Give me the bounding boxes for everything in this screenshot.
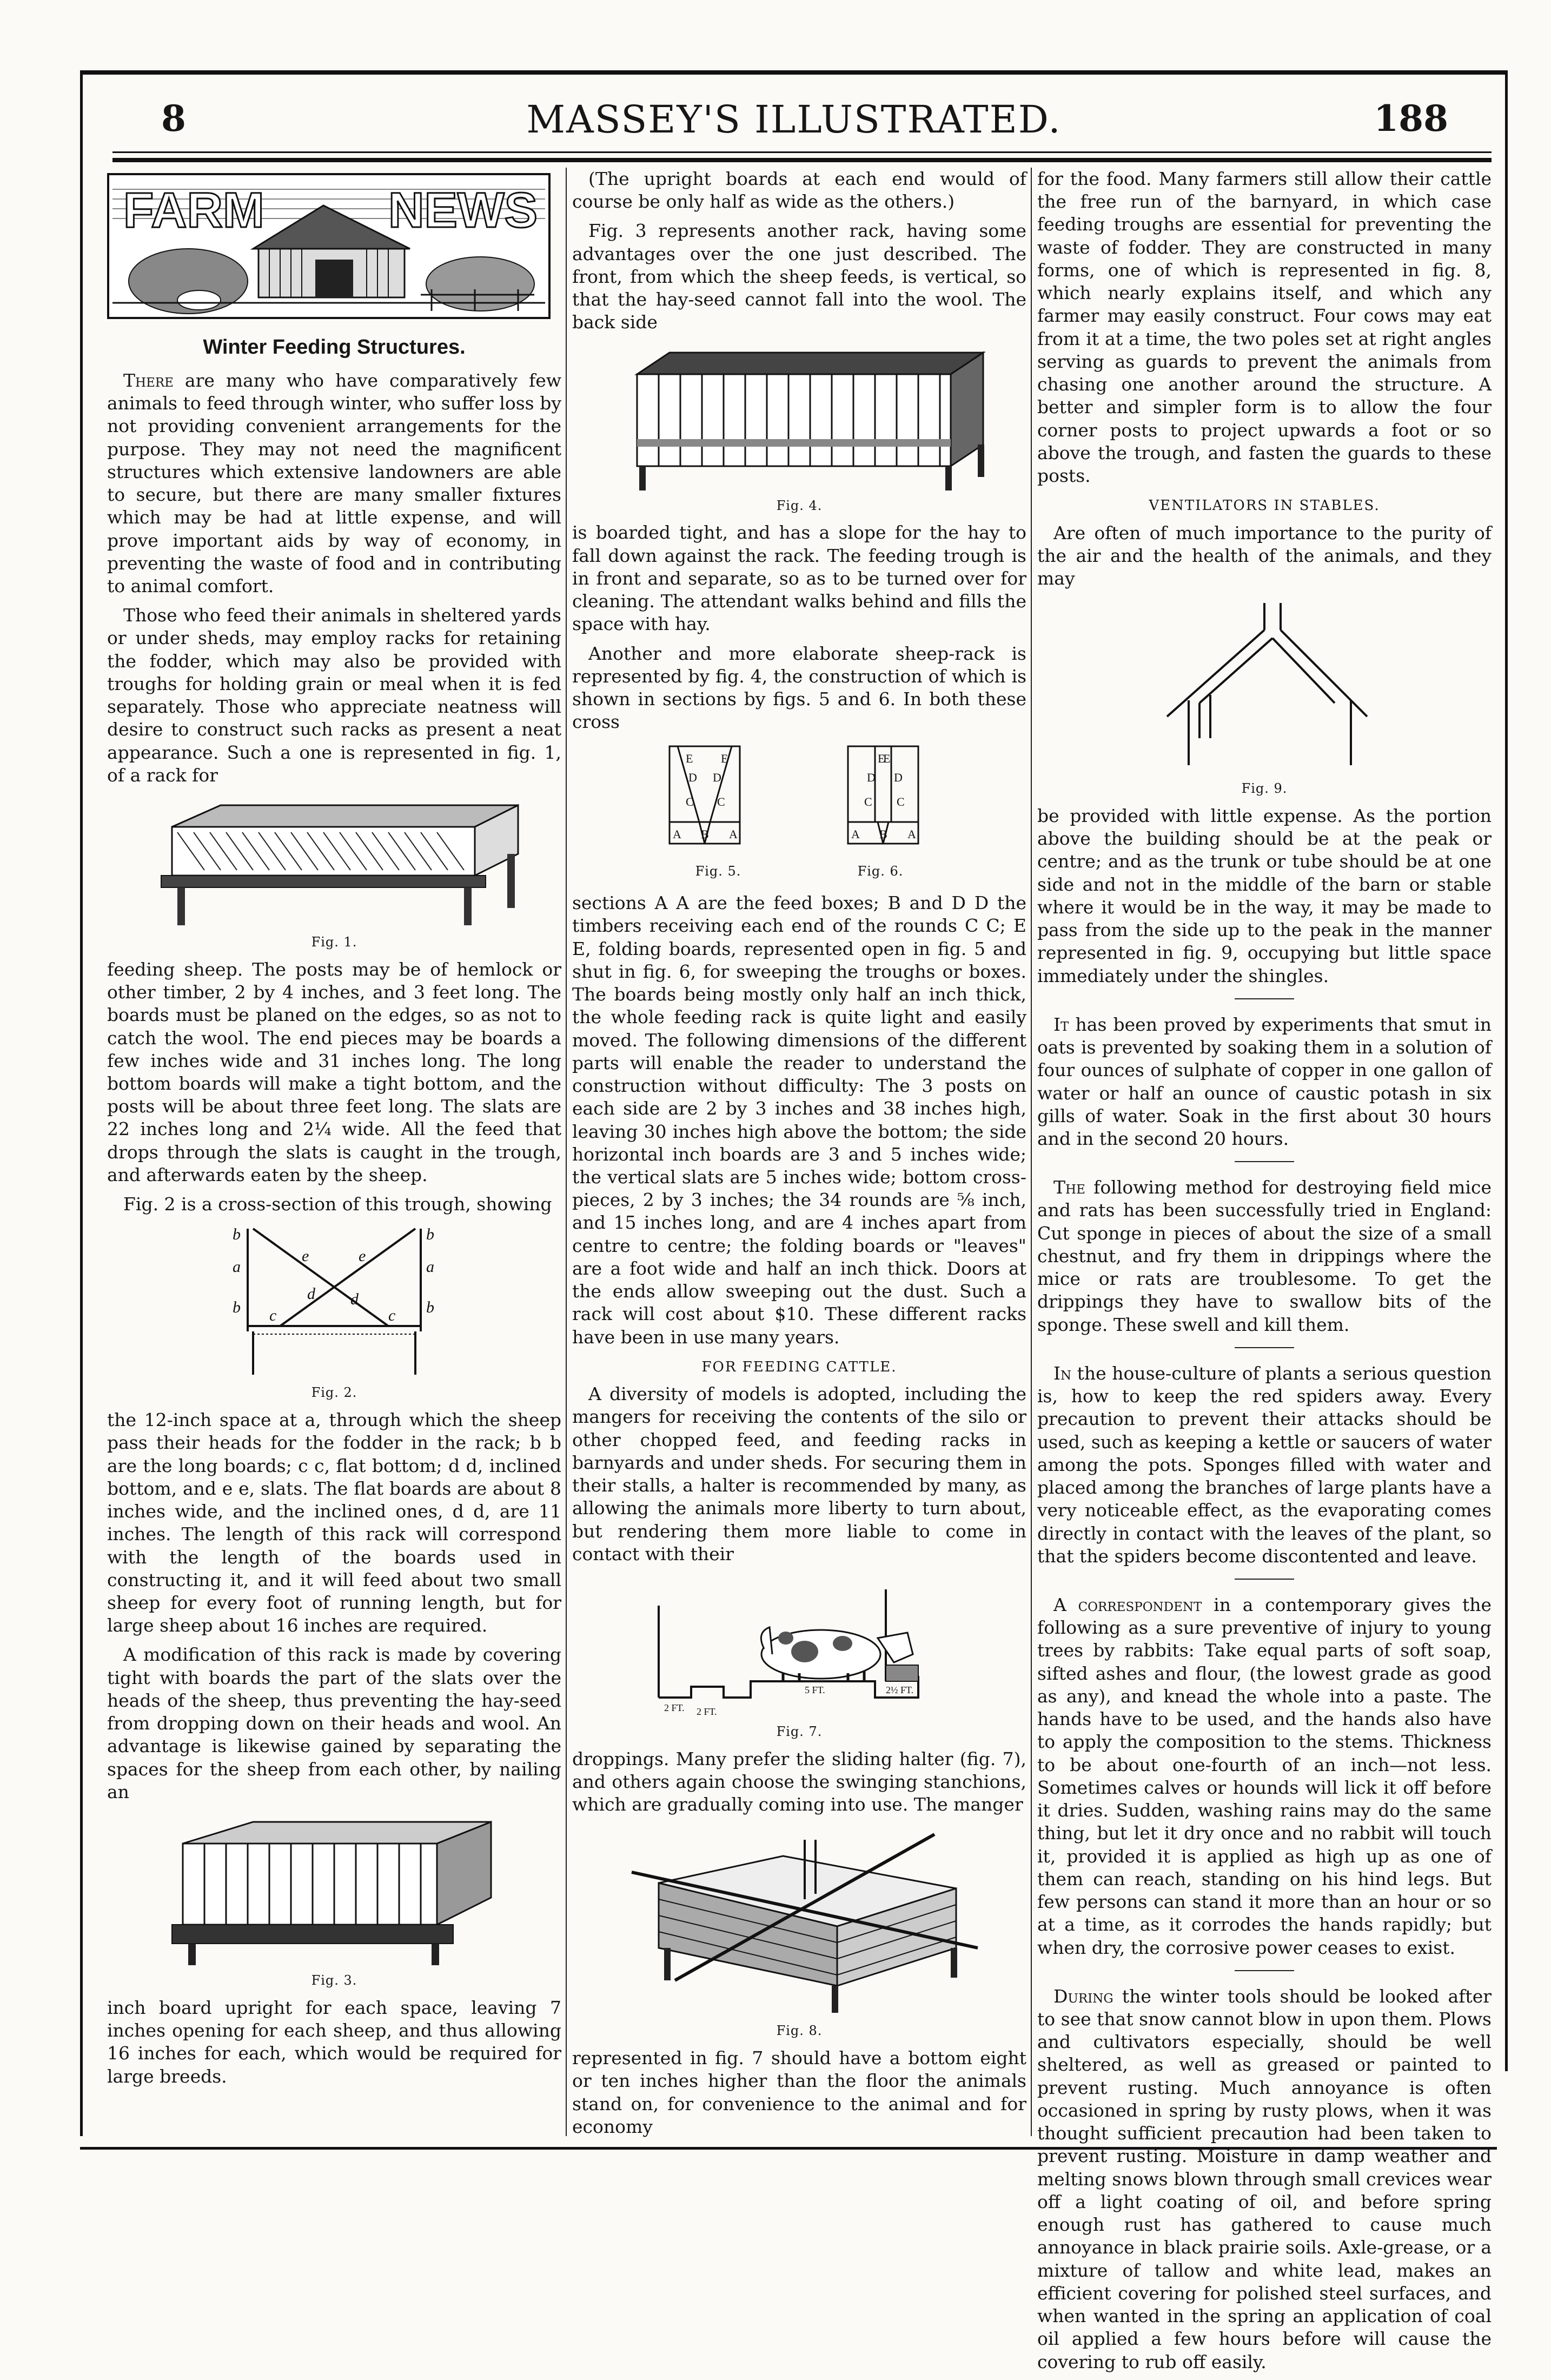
paragraph: is boarded tight, and has a slope for the hay to fall down against the rack. The feeding trough is in front and separate, so as to be turned over for cleaning. The attendant walks behind and fills the space with hay. (572, 522, 1026, 635)
column-divider-1 (566, 168, 567, 2136)
column-2 (572, 168, 1026, 2145)
paragraph: The following method for destroying field mice and rats has been successfully tried in England: Cut sponge in pieces of about the size of a small chestnut, and fry them in drippings where the mice or rats are troublesome. To get the drippings they have to swallow bits of the sponge. These swell and kill them. (1037, 1177, 1492, 1335)
article-heading-winter-feeding: Winter Feeding Structures. (203, 336, 466, 359)
figure-1-caption: Fig. 1. (311, 934, 357, 950)
figure-8-caption: Fig. 8. (776, 2023, 823, 2039)
paragraph: Those who feed their animals in sheltered yards or under sheds, may employ racks for retaining the fodder, which may also be provided with troughs for holding grain or meal when it is fed separately. Those who appreciate neatness will desire to construct such racks as present a neat appearance. Such a one is represented in fig. 1, of a rack for (107, 605, 561, 786)
paragraph: There are many who have comparatively few animals to feed through winter, who suffer loss by not providing convenient arrangements for the purpose. They may not need the magnificent structures which extensive landowners are able to secure, but there are many smaller fixtures which may be had at little expense, and will prove important aids by way of economy, in preventing the waste of food and in contributing to animal comfort. (107, 369, 561, 596)
paragraph: sections A A are the feed boxes; B and D D the timbers receiving each end of the rounds C C; E E, folding boards, represented open in fig. 5 and shut in fig. 6, for sweeping the troughs or boxes. The boards being mostly only half an inch thick, the whole feeding rack is quite light and easily moved. The following dimensions of the different parts will enable the reader to understand the construction without difficulty: The 3 posts on each side are 2 by 3 inches and 38 inches high, leaving 30 inches high above the bottom; the side horizontal inch boards are 3 and 5 inches wide; the vertical slats are 5 inches wide; bottom cross-pieces, 2 by 3 inches; the 34 rounds are ⅝ inch, and 15 inches long, and are 4 inches apart from centre to centre; the folding boards or "leaves" are a foot wide and half an inch thick. Doors at the ends allow sweeping out the dust. Such a rack will cost about $10. These different racks have been in use many years. (572, 892, 1026, 1348)
masthead-title: MASSEY'S ILLUSTRATED. (526, 97, 1062, 142)
paragraph: A modification of this rack is made by covering tight with boards the part of the slats over the heads of the sheep, thus preventing the hay-seed from dropping down on their heads and wool. An advantage is likewise gained by separating the spaces for the sheep from each other, by nailing an (107, 1644, 561, 1802)
svg-text:A: A (729, 827, 738, 841)
svg-text:A: A (907, 827, 916, 841)
paragraph: be provided with little expense. As the portion above the building should be at the peak or centre; and as the trunk or tube should be at one side and not in the middle of the barn or stable where it would be in the way, it may be made to pass from the side up to the peak in the manner represented in fig. 9, occupying but little space immediately under the shingles. (1037, 805, 1492, 986)
section-heading-ventilators: VENTILATORS IN STABLES. (1149, 498, 1380, 514)
banner-word-farm: FARM (123, 183, 264, 238)
svg-text:a: a (426, 1258, 434, 1276)
paragraph: Fig. 2 is a cross-section of this trough, showing (123, 1194, 552, 1215)
figure-6-caption: Fig. 6. (857, 864, 904, 879)
svg-text:b: b (426, 1298, 434, 1317)
svg-text:d: d (307, 1285, 315, 1303)
svg-text:C: C (717, 795, 725, 809)
paragraph: A correspondent in a contemporary gives the following as a sure preventive of injury to young trees by rabbits: Take equal parts of soft soap, sifted ashes and flour, (the lowest grade as good as any), and knead the whole into a paste. The hands have to be used, and the hands also have to apply the composition to the stems. Thickness to be about one-fourth of an inch—not less. Sometimes calves or hounds will lick it off before it dries. Sudden, washing rains may do the same thing, but let it dry once and no rabbit will touch it, provided it is applied as high up as one of them can reach, standing on his hind legs. But few persons can stand it more than an hour or so at a time, as it corrodes the hands rapidly; but when dry, the corrosive power ceases to exist. (1037, 1594, 1492, 1958)
column-3 (1037, 168, 1492, 2380)
fig7-label-1: 2 FT. (664, 1702, 685, 1714)
header-rule (112, 151, 1492, 153)
svg-text:b: b (233, 1298, 241, 1317)
figure-8-feeding-trough (572, 1824, 1026, 2018)
paragraph: Fig. 3 represents another rack, having some advantages over the one just described. The front, from which the sheep feeds, is vertical, so that the hay-seed cannot fall into the wool. The back side (572, 220, 1026, 333)
figure-7-caption: Fig. 7. (776, 1724, 823, 1740)
svg-text:D: D (894, 771, 903, 785)
svg-text:b: b (233, 1225, 241, 1244)
newspaper-page (80, 70, 1508, 2372)
page-number-left: 8 (161, 97, 186, 140)
fig7-label-3: 5 FT. (805, 1685, 825, 1696)
svg-text:D: D (713, 771, 721, 785)
svg-text:e: e (359, 1247, 366, 1265)
svg-text:E: E (883, 752, 891, 766)
column-divider-2 (1031, 168, 1032, 2136)
svg-text:E: E (878, 752, 885, 766)
svg-text:A: A (673, 827, 681, 841)
figures-5-6-sections (572, 741, 1026, 887)
fig7-label-2: 2 FT. (697, 1706, 717, 1718)
svg-text:E: E (721, 752, 728, 766)
figure-3-sheep-rack (107, 1811, 561, 1968)
paragraph: droppings. Many prefer the sliding halter (fig. 7), and others again choose the swinging stanchions, which are gradually coming into use. The manger (572, 1748, 1026, 1815)
paragraph: It has been proved by experiments that smut in oats is prevented by soaking them in a solution of four ounces of sulphate of copper in one gallon of water or half an ounce of caustic potash in six gills of water. Soak in the first about 30 hours and in the second 20 hours. (1037, 1013, 1492, 1150)
svg-text:A: A (851, 827, 860, 841)
figure-4-sheep-rack (572, 342, 1026, 493)
frame-left-border (80, 70, 83, 2136)
frame-right-border (1505, 70, 1508, 2071)
figure-2-caption: Fig. 2. (311, 1385, 357, 1401)
svg-text:B: B (879, 827, 887, 841)
svg-text:C: C (864, 795, 872, 809)
paragraph: A diversity of models is adopted, including the mangers for receiving the contents of the silo or other chopped feed, and feeding racks in barnyards and under sheds. For securing them in their stalls, a halter is recommended by many, as allowing the animals more liberty to turn about, but rendering them more liable to come in contact with their (572, 1383, 1026, 1564)
page-number-right: 188 (1374, 97, 1448, 140)
paragraph: In the house-culture of plants a serious question is, how to keep the red spiders away. Every precaution to prevent their attacks should be used, such as keeping a kettle or saucers of water among the pots. Sponges filled with water and placed among the branches of large plants have a very noticeable effect, as the evaporating comes directly in contact with the leaves of the plant, so that the spiders become discontented and leave. (1037, 1362, 1492, 1567)
section-heading-feeding-cattle: FOR FEEDING CATTLE. (701, 1358, 897, 1375)
svg-text:C: C (686, 795, 694, 809)
header-rule-thick (112, 158, 1492, 162)
paragraph: inch board upright for each space, leaving 7 inches opening for each sheep, and thus allowing 16 inches for each, which would be required for large breeds. (107, 1997, 561, 2087)
frame-top-border (80, 70, 1508, 75)
paragraph: Are often of much importance to the purity of the air and the health of the animals, and they may (1037, 522, 1492, 589)
section-separator (1235, 1579, 1294, 1580)
figure-9-ventilator (1037, 598, 1492, 776)
figure-4-caption: Fig. 4. (776, 498, 823, 513)
fig7-label-4: 2½ FT. (886, 1685, 914, 1696)
figure-3-caption: Fig. 3. (311, 1973, 357, 1988)
svg-text:E: E (686, 752, 693, 766)
paragraph: for the food. Many farmers still allow their cattle the free run of the barnyard, in which case feeding troughs are essential for preventing the waste of fodder. They are constructed in many forms, one of which is represented in fig. 8, which nearly explains itself, and which any farmer may easily construct. Four cows may eat from it at a time, the two poles set at right angles serving as guards to prevent the animals from chasing one another around the structure. A better and simpler form is to allow the four corner posts to project upwards a foot or so above the trough, and fasten the guards to these posts. (1037, 168, 1492, 487)
svg-text:e: e (302, 1247, 309, 1265)
section-separator (1235, 1161, 1294, 1162)
svg-text:C: C (897, 795, 905, 809)
paragraph: represented in fig. 7 should have a bottom eight or ten inches higher than the floor the animals stand on, for convenience to the animal and for economy (572, 2047, 1026, 2137)
svg-text:d: d (350, 1290, 359, 1309)
svg-text:D: D (867, 771, 876, 785)
column-1 (107, 168, 561, 2094)
figure-7-cattle-stall (572, 1573, 1026, 1719)
figure-9-caption: Fig. 9. (1241, 781, 1288, 797)
svg-text:c: c (269, 1307, 277, 1325)
section-separator (1235, 1970, 1294, 1971)
section-separator (1235, 998, 1294, 999)
svg-text:a: a (233, 1258, 241, 1276)
figure-1-sheep-rack (107, 794, 561, 930)
page-header (80, 87, 1508, 151)
figure-2-cross-section (107, 1223, 561, 1380)
paragraph: feeding sheep. The posts may be of hemlock or other timber, 2 by 4 inches, and 3 feet long. The boards must be planed on the edges, so as not to catch the wool. The end pieces may be boards a few inches wide and 31 inches long. The long bottom boards will make a tight bottom, and the posts will be about three feet long. The slats are 22 inches long and 2¼ wide. All the feed that drops through the slats is caught in the trough, and afterwards eaten by the sheep. (107, 958, 561, 1185)
section-separator (1235, 1347, 1294, 1348)
svg-text:b: b (426, 1225, 434, 1244)
paragraph: the 12-inch space at a, through which the sheep pass their heads for the fodder in the rack; b b are the long boards; c c, flat bottom; d d, inclined bottom, and e e, slats. The flat boards are about 8 inches wide, and the inclined ones, d d, are 11 inches. The length of this rack will correspond with the length of the boards used in constructing it, and it will feed about two small sheep for every foot of running length, but for large sheep about 16 inches are required. (107, 1409, 561, 1636)
svg-text:B: B (701, 827, 709, 841)
banner-word-news: NEWS (388, 183, 538, 238)
figure-5-caption: Fig. 5. (695, 864, 741, 879)
paragraph: Another and more elaborate sheep-rack is represented by fig. 4, the construction of which is shown in sections by figs. 5 and 6. In both these cross (572, 642, 1026, 733)
farm-news-banner (107, 173, 551, 319)
svg-text:c: c (388, 1307, 396, 1325)
paragraph: (The upright boards at each end would of course be only half as wide as the others.) (572, 168, 1026, 213)
svg-text:D: D (688, 771, 697, 785)
paragraph: During the winter tools should be looked after to see that snow cannot blow in upon them. Plows and cultivators especially, should be well sheltered, as well as greased or painted to prevent rusting. Much annoyance is often occasioned in spring by rusty plows, when it was thought sufficient precaution had been taken to prevent rusting. Moisture in damp weather and melting snows blown through small crevices wear off a light coating of oil, and before spring enough rust has gathered to cause much annoyance in black prairie soils. Axle-grease, or a mixture of tallow and white lead, makes an efficient covering for polished steel surfaces, and when wanted in the spring an application of coal oil applied a few hours before will cause the covering to rub off easily. (1037, 1985, 1492, 2372)
